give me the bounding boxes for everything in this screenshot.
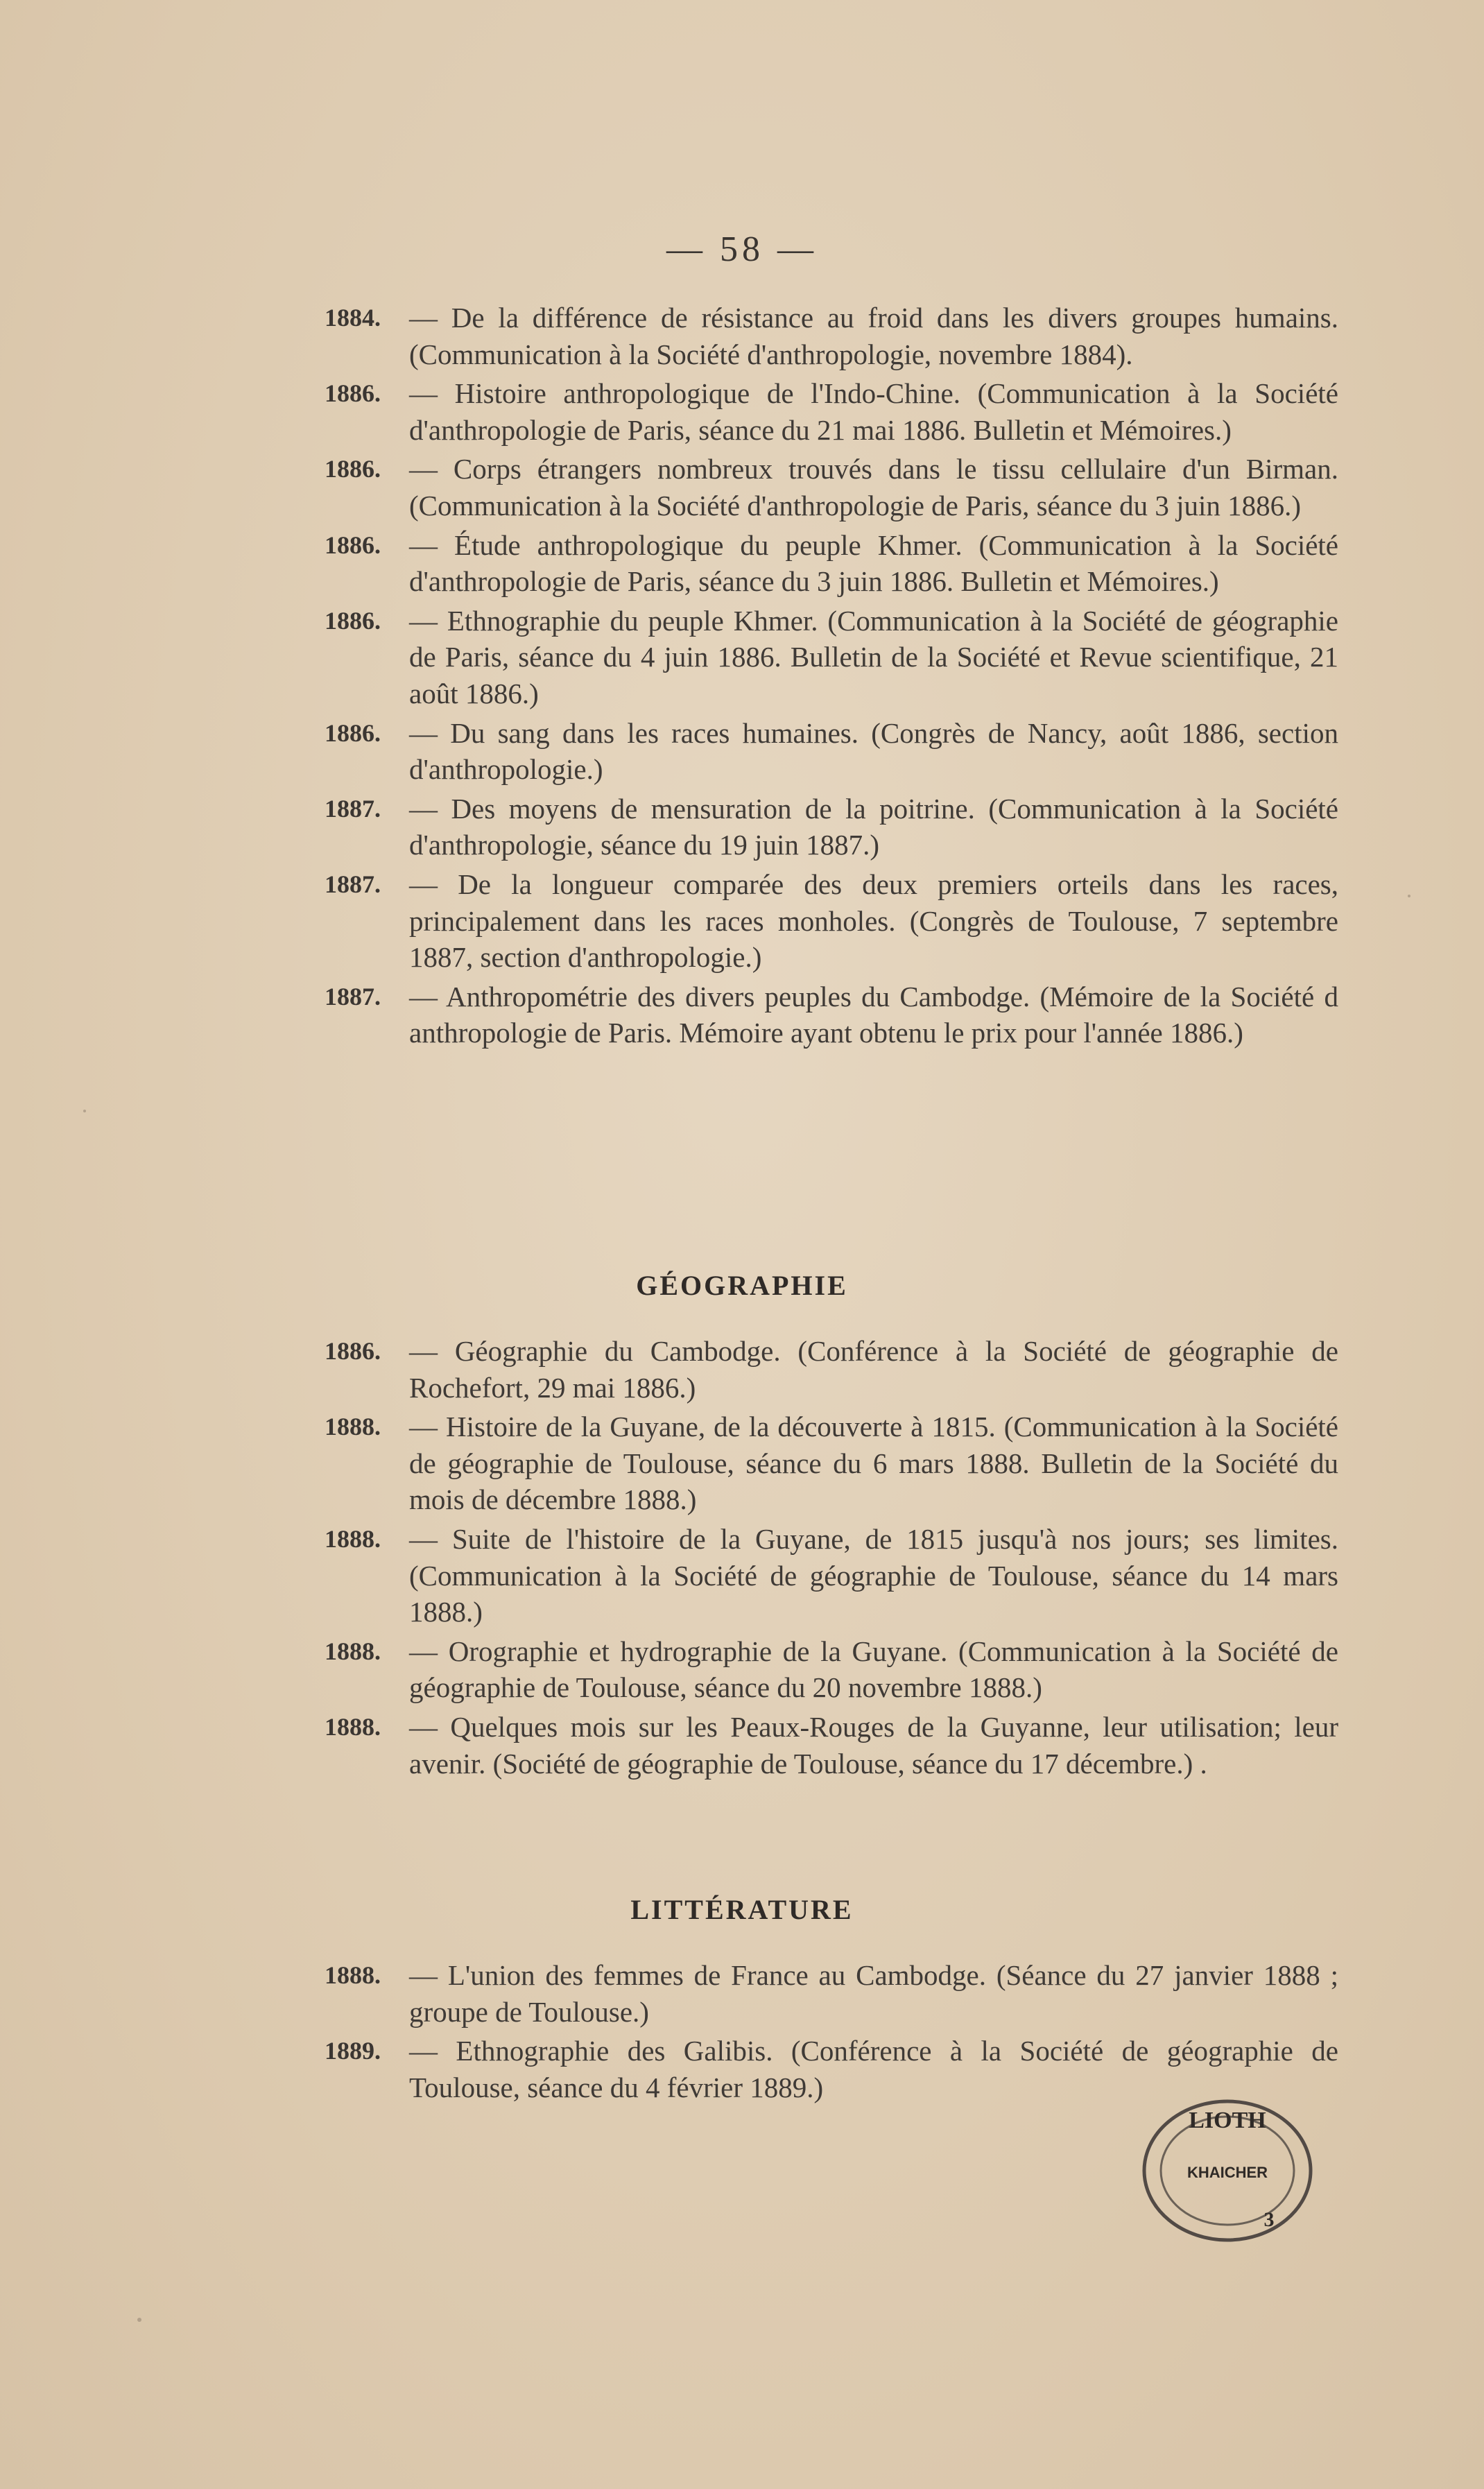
page-number: — 58 —: [666, 230, 818, 269]
paper-speck: [137, 2318, 141, 2322]
bibliography-entry: [325, 866, 1338, 976]
section-heading-litterature: LITTÉRATURE: [630, 1894, 854, 1925]
library-stamp: [1137, 2087, 1318, 2254]
entry-text: — Suite de l'histoire de la Guyane, de 1815 jusqu'à nos jours; ses limites. (Communication à la Société de géographie de Toulouse, séance du 14 mars 1888.): [409, 1522, 1338, 1628]
entry-text: — Histoire de la Guyane, de la découverte à 1815. (Communication à la Société de géographie de Toulouse, séance du 6 mars 1888. Bulletin de la Société du mois de décembre 1888.): [409, 1411, 1338, 1516]
stamp-text-bottom: 3: [1263, 2208, 1275, 2231]
section-heading-geographie: GÉOGRAPHIE: [636, 1270, 848, 1301]
entry-year: 1886.: [325, 718, 381, 747]
bibliography-entry: [325, 527, 1338, 600]
stamp-text-middle: KHAICHER: [1187, 2164, 1268, 2181]
bibliography-entry: [325, 375, 1338, 448]
stamp-text-top: LIOTH: [1189, 2108, 1266, 2133]
bibliography-entry: [325, 979, 1338, 1051]
bibliography-entry: [325, 300, 1338, 372]
entry-text: — Du sang dans les races humaines. (Congrès de Nancy, août 1886, section d'anthropologie.): [409, 716, 1338, 786]
paper-speck: [1408, 895, 1410, 897]
bibliography-entry: [325, 451, 1338, 524]
bibliography-entry: [325, 1633, 1338, 1706]
bibliography-entry: [325, 791, 1338, 863]
entry-year: 1887.: [325, 794, 381, 823]
entries-geographie: [325, 1333, 1338, 1782]
entry-year: 1888.: [325, 1712, 381, 1741]
entry-text: — Géographie du Cambodge. (Conférence à la Société de géographie de Rochefort, 29 mai 1886.): [409, 1335, 1338, 1404]
entry-year: 1887.: [325, 982, 381, 1010]
bibliography-entry: [325, 1957, 1338, 2030]
entry-text: — Anthropométrie des divers peuples du Cambodge. (Mémoire de la Société d anthropologie de Paris. Mémoire ayant obtenu le prix pour l'année 1886.): [409, 980, 1338, 1049]
bibliography-entry: [325, 1333, 1338, 1406]
paper-speck: [83, 1110, 86, 1112]
entry-text: — De la longueur comparée des deux premiers orteils dans les races, principalement dans les races monholes. (Congrès de Toulouse, 7 septembre 1887, section d'anthropologie.): [409, 868, 1338, 974]
entry-text: — Étude anthropologique du peuple Khmer. (Communication à la Société d'anthropologie de Paris, séance du 3 juin 1886. Bulletin et Mémoires.): [409, 528, 1338, 598]
entry-year: 1886.: [325, 1337, 381, 1365]
entry-year: 1886.: [325, 531, 381, 559]
entry-text: — L'union des femmes de France au Cambodge. (Séance du 27 janvier 1888 ; groupe de Toulouse.): [409, 1959, 1338, 2028]
entry-year: 1884.: [325, 304, 381, 331]
entry-text: — Ethnographie des Galibis. (Conférence à la Société de géographie de Toulouse, séance du 4 février 1889.): [409, 2035, 1338, 2103]
entry-year: 1888.: [325, 1524, 381, 1553]
entry-text: — Quelques mois sur les Peaux-Rouges de la Guyanne, leur utilisation; leur avenir. (Société de géographie de Toulouse, séance du 17 décembre.) .: [409, 1710, 1338, 1780]
entry-year: 1887.: [325, 870, 381, 898]
entry-year: 1886.: [325, 379, 381, 408]
entry-text: — Corps étrangers nombreux trouvés dans le tissu cellulaire d'un Birman. (Communication à la Société d'anthropologie de Paris, séance du 3 juin 1886.): [409, 453, 1338, 522]
entry-year: 1888.: [325, 1961, 381, 1989]
entry-text: — Ethnographie du peuple Khmer. (Communication à la Société de géographie de Paris, séance du 4 juin 1886. Bulletin de la Société et Revue scientifique, 21 août 1886.): [409, 604, 1338, 709]
entry-text: — Histoire anthropologique de l'Indo-Chine. (Communication à la Société d'anthropologie de Paris, séance du 21 mai 1886. Bulletin et Mémoires.): [409, 377, 1338, 446]
bibliography-entry: [325, 715, 1338, 788]
bibliography-entry: [325, 1521, 1338, 1630]
entries-anthropologie: [325, 300, 1338, 1051]
entry-year: 1886.: [325, 606, 381, 635]
entry-year: 1888.: [325, 1413, 381, 1441]
entries-litterature: [325, 1957, 1338, 2105]
bibliography-entry: [325, 1409, 1338, 1518]
entry-year: 1888.: [325, 1637, 381, 1665]
entry-year: 1889.: [325, 2037, 381, 2065]
bibliography-entry: [325, 1709, 1338, 1782]
entry-text: — De la différence de résistance au froid dans les divers groupes humains. (Communication à la Société d'anthropologie, novembre 1884).: [409, 302, 1338, 370]
entry-year: 1886.: [325, 455, 381, 483]
entry-text: — Des moyens de mensuration de la poitrine. (Communication à la Société d'anthropologie, séance du 19 juin 1887.): [409, 792, 1338, 861]
bibliography-entry: [325, 603, 1338, 712]
entry-text: — Orographie et hydrographie de la Guyane. (Communication à la Société de géographie de Toulouse, séance du 20 novembre 1888.): [409, 1635, 1338, 1704]
